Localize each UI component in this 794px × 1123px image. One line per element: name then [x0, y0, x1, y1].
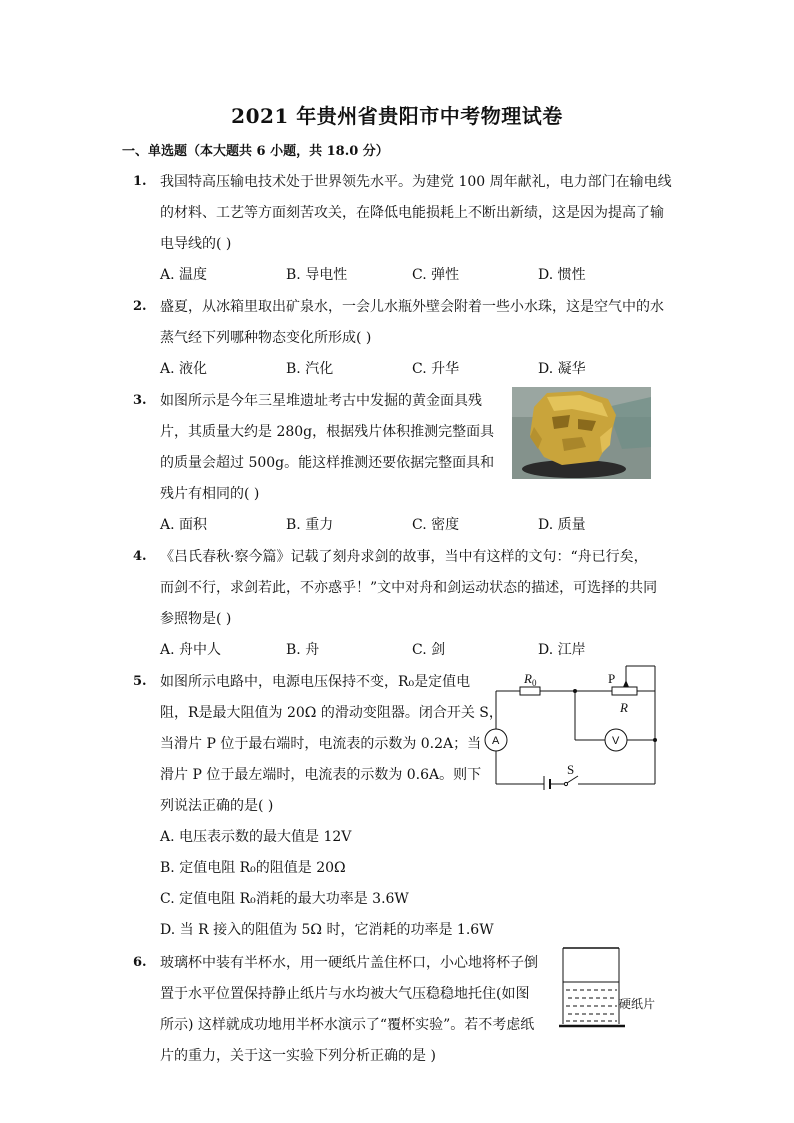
question-3-option-b: B. 重力 [286, 517, 334, 533]
label-r: R [620, 700, 628, 715]
question-1-option-c: C. 弹性 [412, 267, 460, 283]
question-5-line-3: 当滑片 P 位于最右端时，电流表的示数为 0.2A；当 [160, 736, 482, 752]
question-6-number: 6. [133, 955, 147, 970]
cup [559, 948, 625, 1026]
inverted-cup-diagram [555, 942, 665, 1034]
question-6-line-3: 所示) 这样就成功地用半杯水演示了“覆杯实验”。若不考虑纸 [160, 1017, 535, 1033]
label-voltmeter: V [612, 735, 620, 747]
question-3-option-c: C. 密度 [412, 517, 460, 533]
gold-mask-photo [512, 387, 651, 479]
question-2-option-c: C. 升华 [412, 361, 460, 377]
question-3-line-3: 的质量会超过 500g。能这样推测还要依据完整面具和 [160, 455, 495, 471]
question-1-line-1: 我国特高压输电技术处于世界领先水平。为建党 100 周年献礼，电力部门在输电线 [160, 174, 672, 190]
question-3-line-4: 残片有相同的( ) [160, 486, 260, 502]
question-1-line-3: 电导线的( ) [160, 236, 232, 252]
question-1-line-2: 的材料、工艺等方面刻苦攻关，在降低电能损耗上不断出新绩，这是因为提高了输 [160, 205, 664, 221]
question-4-option-d: D. 江岸 [538, 642, 586, 658]
question-5-option-d: D. 当 R 接入的阻值为 5Ω 时，它消耗的功率是 1.6W [160, 922, 494, 938]
page-title: 2021 年贵州省贵阳市中考物理试卷 [231, 104, 563, 128]
question-4-line-3: 参照物是( ) [160, 611, 232, 627]
circuit-diagram [480, 662, 662, 790]
question-5-option-c: C. 定值电阻 R₀消耗的最大功率是 3.6W [160, 891, 409, 907]
rheostat-r [612, 687, 637, 695]
section-heading: 一、单选题（本大题共 6 小题，共 18.0 分） [122, 144, 389, 159]
question-3-line-1: 如图所示是今年三星堆遗址考古中发掘的黄金面具残 [160, 393, 482, 409]
question-2-line-1: 盛夏，从冰箱里取出矿泉水，一会儿水瓶外壁会附着一些小水珠，这是空气中的水 [160, 299, 664, 315]
question-1-option-b: B. 导电性 [286, 267, 348, 283]
question-1-option-a: A. 温度 [160, 267, 208, 283]
question-5-number: 5. [133, 674, 147, 689]
question-1-number: 1. [133, 174, 147, 189]
label-ammeter: A [492, 735, 500, 747]
question-4-line-1: 《吕氏春秋·察今篇》记载了刻舟求剑的故事，当中有这样的文句：“舟已行矣， [160, 549, 648, 565]
gold-mask-illustration [512, 387, 651, 479]
question-4-line-2: 而剑不行，求剑若此，不亦惑乎！”文中对舟和剑运动状态的描述，可选择的共同 [160, 580, 658, 596]
question-4-number: 4. [133, 549, 147, 564]
question-6-line-2: 置于水平位置保持静止纸片与水均被大气压稳稳地托住(如图 [160, 986, 530, 1002]
label-p: P [608, 671, 616, 686]
water [566, 990, 617, 1021]
cup-card-label: 硬纸片 [619, 997, 656, 1011]
question-5-option-a: A. 电压表示数的最大值是 12V [160, 829, 352, 845]
label-r0: $R_0$ [524, 671, 537, 688]
question-5-option-b: B. 定值电阻 R₀的阻值是 20Ω [160, 860, 346, 876]
question-2-line-2: 蒸气经下列哪种物态变化所形成( ) [160, 330, 372, 346]
question-2-option-b: B. 汽化 [286, 361, 334, 377]
resistor-r0 [520, 687, 540, 695]
question-5-line-2: 阻，R是最大阻值为 20Ω 的滑动变阻器。闭合开关 S， [160, 705, 503, 721]
question-2-number: 2. [133, 299, 147, 314]
slider-arrow [623, 680, 629, 687]
question-2-option-a: A. 液化 [160, 361, 208, 377]
question-4-option-a: A. 舟中人 [160, 642, 222, 658]
question-3-option-d: D. 质量 [538, 517, 586, 533]
question-6-line-1: 玻璃杯中装有半杯水，用一硬纸片盖住杯口，小心地将杯子倒 [160, 955, 538, 971]
question-2-option-d: D. 凝华 [538, 361, 586, 377]
label-switch: S [567, 762, 575, 777]
question-3-line-2: 片，其质量大约是 280g，根据残片体积推测完整面具 [160, 424, 495, 440]
question-5-line-4: 滑片 P 位于最左端时，电流表的示数为 0.6A。则下 [160, 767, 482, 783]
question-4-option-b: B. 舟 [286, 642, 320, 658]
switch-s [567, 776, 578, 783]
question-1-option-d: D. 惯性 [538, 267, 586, 283]
question-5-line-1: 如图所示电路中，电源电压保持不变，R₀是定值电 [160, 674, 471, 690]
question-5-line-5: 列说法正确的是( ) [160, 798, 274, 814]
question-4-option-c: C. 剑 [412, 642, 446, 658]
question-6-line-4: 片的重力，关于这一实验下列分析正确的是 ) [160, 1048, 436, 1064]
question-3-number: 3. [133, 393, 147, 408]
question-3-option-a: A. 面积 [160, 517, 208, 533]
